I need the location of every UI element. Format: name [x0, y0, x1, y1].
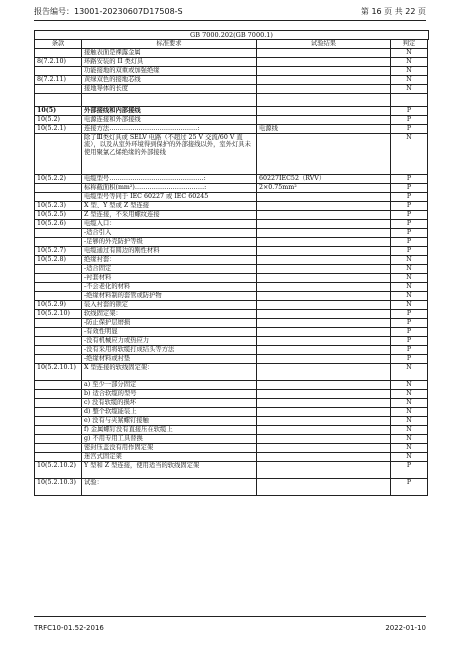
- requirement-cell: a) 至少一部分固定: [82, 381, 257, 390]
- verdict-cell: N: [391, 444, 428, 453]
- form-number: TRFC10-01.52-2016: [34, 624, 104, 632]
- requirement-cell: b) 适合软缆的型号: [82, 390, 257, 399]
- result-cell: [257, 417, 391, 426]
- verdict-cell: N: [391, 283, 428, 292]
- result-cell: [257, 211, 391, 220]
- table-row: [35, 211, 428, 220]
- table-row: [35, 238, 428, 247]
- result-cell: [257, 319, 391, 328]
- table-row: [35, 417, 428, 426]
- footer-divider: [34, 616, 426, 617]
- clause-cell: 10(5.2.5): [35, 211, 82, 220]
- result-cell: [257, 238, 391, 247]
- result-cell: [257, 364, 391, 381]
- result-cell: [257, 435, 391, 444]
- verdict-cell: N: [391, 49, 428, 58]
- verdict-cell: P: [391, 107, 428, 116]
- table-row: [35, 220, 428, 229]
- verdict-cell: N: [391, 435, 428, 444]
- requirement-cell: 电缆通过有圆边的刚性材料: [82, 247, 257, 256]
- result-cell: [257, 310, 391, 319]
- requirement-cell: 迷宫式固定架: [82, 453, 257, 462]
- clause-cell: 10(5.2.2): [35, 175, 82, 184]
- clause-cell: [35, 184, 82, 193]
- col-header-result: 试验结果: [257, 40, 391, 49]
- table-row: [35, 390, 428, 399]
- requirement-cell: 除了Ⅲ类灯具或 SELV 电路（不超过 25 V 交流/60 V 直流），以及从室外环境得到保护的外部接线以外，室外灯具未使用聚氯乙烯绝缘的外部接线: [82, 134, 257, 175]
- requirement-cell: d) 整个软缆能装上: [82, 408, 257, 417]
- requirement-cell: 环路安装的 II 类灯具: [82, 58, 257, 67]
- result-cell: 2×0.75mm²: [257, 184, 391, 193]
- result-cell: [257, 116, 391, 125]
- result-cell: [257, 85, 391, 94]
- test-report-table: [34, 39, 428, 496]
- table-row: [35, 364, 428, 381]
- result-cell: [257, 220, 391, 229]
- requirement-cell: f) 金属螺钉没有直接压在软缆上: [82, 426, 257, 435]
- verdict-cell: P: [391, 328, 428, 337]
- result-cell: [257, 408, 391, 417]
- requirement-cell: 电源连接和外部接线: [82, 116, 257, 125]
- clause-cell: [35, 328, 82, 337]
- result-cell: [257, 390, 391, 399]
- requirement-cell: X 型、Y 型或 Z 型连接: [82, 202, 257, 211]
- verdict-cell: P: [391, 238, 428, 247]
- verdict-cell: P: [391, 202, 428, 211]
- requirement-cell: X 型连接的软线固定架：: [82, 364, 257, 381]
- verdict-cell: N: [391, 292, 428, 301]
- table-row: [35, 453, 428, 462]
- result-cell: [257, 107, 391, 116]
- table-row: [35, 193, 428, 202]
- result-cell: 电源线: [257, 125, 391, 134]
- header-divider: [34, 20, 426, 21]
- table-row: [35, 462, 428, 479]
- verdict-cell: P: [391, 337, 428, 346]
- clause-cell: [35, 134, 82, 175]
- result-cell: [257, 283, 391, 292]
- form-date: 2022-01-10: [385, 624, 426, 632]
- table-row: [35, 107, 428, 116]
- requirement-cell: -有效性明显: [82, 328, 257, 337]
- verdict-cell: N: [391, 67, 428, 76]
- result-cell: 60227IEC52（RVV）: [257, 175, 391, 184]
- verdict-cell: N: [391, 301, 428, 310]
- table-row: [35, 175, 428, 184]
- table-row: [35, 116, 428, 125]
- verdict-cell: N: [391, 274, 428, 283]
- verdict-cell: N: [391, 76, 428, 85]
- clause-cell: [35, 292, 82, 301]
- empty-cell: [257, 94, 391, 107]
- requirement-cell: 功能接地的双重或加强绝缘: [82, 67, 257, 76]
- clause-cell: 8(7.2.11): [35, 76, 82, 85]
- clause-cell: [35, 319, 82, 328]
- requirement-cell: -不会老化的材料: [82, 283, 257, 292]
- clause-cell: [35, 229, 82, 238]
- verdict-cell: P: [391, 193, 428, 202]
- table-row: [35, 355, 428, 364]
- requirement-cell: g) 不用专用工具替换: [82, 435, 257, 444]
- table-row: [35, 301, 428, 310]
- result-cell: [257, 193, 391, 202]
- clause-cell: [35, 355, 82, 364]
- clause-cell: [35, 265, 82, 274]
- empty-cell: [35, 94, 82, 107]
- table-header-row: [35, 40, 428, 49]
- requirement-cell: 电缆入口：: [82, 220, 257, 229]
- requirement-cell: 连接方法……………………………………:: [82, 125, 257, 134]
- clause-cell: [35, 444, 82, 453]
- table-row: [35, 319, 428, 328]
- table-row: [35, 310, 428, 319]
- clause-cell: 10(5.2.10): [35, 310, 82, 319]
- report-number: 报告编号：13001-20230607D17508-S: [34, 7, 183, 16]
- table-row: [35, 435, 428, 444]
- verdict-cell: N: [391, 256, 428, 265]
- result-cell: [257, 67, 391, 76]
- requirement-cell: 电缆型号………………………………………:: [82, 175, 257, 184]
- table-row: [35, 229, 428, 238]
- verdict-cell: P: [391, 229, 428, 238]
- requirement-cell: 标称截面积(mm²)……………………………:: [82, 184, 257, 193]
- verdict-cell: P: [391, 479, 428, 496]
- result-cell: [257, 292, 391, 301]
- table-row: [35, 247, 428, 256]
- verdict-cell: N: [391, 265, 428, 274]
- verdict-cell: P: [391, 184, 428, 193]
- requirement-cell: 软线固定架：: [82, 310, 257, 319]
- table-row: [35, 274, 428, 283]
- clause-cell: 10(5.2.9): [35, 301, 82, 310]
- requirement-cell: -没有机械应力或热应力: [82, 337, 257, 346]
- requirement-cell: 电缆型号等同于 IEC 60227 或 IEC 60245: [82, 193, 257, 202]
- clause-cell: [35, 426, 82, 435]
- verdict-cell: P: [391, 220, 428, 229]
- requirement-cell: 装入衬套的锁定: [82, 301, 257, 310]
- clause-cell: [35, 417, 82, 426]
- clause-cell: [35, 337, 82, 346]
- verdict-cell: P: [391, 462, 428, 479]
- result-cell: [257, 462, 391, 479]
- table-row: [35, 49, 428, 58]
- verdict-cell: N: [391, 417, 428, 426]
- verdict-cell: N: [391, 381, 428, 390]
- clause-cell: [35, 49, 82, 58]
- clause-cell: [35, 283, 82, 292]
- requirement-cell: 绝缘衬套：: [82, 256, 257, 265]
- table-row: [35, 125, 428, 134]
- table-row: [35, 85, 428, 94]
- clause-cell: 10(5.2.10.2): [35, 462, 82, 479]
- verdict-cell: P: [391, 319, 428, 328]
- requirement-cell: Y 型和 Z 型连接，使用适当的软线固定架: [82, 462, 257, 479]
- clause-cell: [35, 274, 82, 283]
- clause-cell: [35, 399, 82, 408]
- table-row: [35, 67, 428, 76]
- requirement-cell: -足够的外壳防护等级: [82, 238, 257, 247]
- clause-cell: 8(7.2.10): [35, 58, 82, 67]
- result-cell: [257, 265, 391, 274]
- verdict-cell: P: [391, 346, 428, 355]
- result-cell: [257, 399, 391, 408]
- clause-cell: 10(5.2.10.1): [35, 364, 82, 381]
- result-cell: [257, 134, 391, 175]
- verdict-cell: P: [391, 247, 428, 256]
- table-row: [35, 202, 428, 211]
- verdict-cell: N: [391, 408, 428, 417]
- table-row: [35, 328, 428, 337]
- clause-cell: [35, 453, 82, 462]
- verdict-cell: N: [391, 58, 428, 67]
- clause-cell: 10(5.2.8): [35, 256, 82, 265]
- separator-row: [35, 94, 428, 107]
- clause-cell: 10(5.2.3): [35, 202, 82, 211]
- clause-cell: [35, 67, 82, 76]
- result-cell: [257, 381, 391, 390]
- col-header-requirement: 标准要求: [82, 40, 257, 49]
- table-row: [35, 408, 428, 417]
- clause-cell: [35, 238, 82, 247]
- requirement-cell: e) 没有与夹紧螺钉接触: [82, 417, 257, 426]
- clause-cell: [35, 381, 82, 390]
- result-cell: [257, 301, 391, 310]
- clause-cell: 10(5.2.7): [35, 247, 82, 256]
- table-row: [35, 399, 428, 408]
- page-number: 第 16 页 共 22 页: [360, 7, 426, 16]
- requirement-cell: 接地导体的长度: [82, 85, 257, 94]
- requirement-cell: c) 没有软缆的损坏: [82, 399, 257, 408]
- clause-cell: 10(5): [35, 107, 82, 116]
- requirement-cell: -绝缘材料或衬垫: [82, 355, 257, 364]
- clause-cell: [35, 408, 82, 417]
- clause-cell: 10(5.2): [35, 116, 82, 125]
- clause-cell: [35, 85, 82, 94]
- result-cell: [257, 328, 391, 337]
- result-cell: [257, 426, 391, 435]
- result-cell: [257, 453, 391, 462]
- result-cell: [257, 202, 391, 211]
- verdict-cell: P: [391, 125, 428, 134]
- verdict-cell: N: [391, 399, 428, 408]
- requirement-cell: -适合引入: [82, 229, 257, 238]
- table-row: [35, 184, 428, 193]
- requirement-cell: 外部接线和内部接线: [82, 107, 257, 116]
- verdict-cell: P: [391, 310, 428, 319]
- table-row: [35, 479, 428, 496]
- empty-cell: [82, 94, 257, 107]
- verdict-cell: N: [391, 134, 428, 175]
- requirement-cell: 密封压盖没有用作固定架: [82, 444, 257, 453]
- verdict-cell: P: [391, 116, 428, 125]
- result-cell: [257, 58, 391, 67]
- table-row: [35, 381, 428, 390]
- page-header: [34, 4, 426, 18]
- requirement-cell: -衬套材料: [82, 274, 257, 283]
- verdict-cell: N: [391, 364, 428, 381]
- standard-title: GB 7000.202(GB 7000.1): [34, 30, 429, 40]
- requirement-cell: -防止保护层磨损: [82, 319, 257, 328]
- requirement-cell: 试验：: [82, 479, 257, 496]
- clause-cell: 10(5.2.6): [35, 220, 82, 229]
- table-row: [35, 134, 428, 175]
- verdict-cell: P: [391, 211, 428, 220]
- result-cell: [257, 355, 391, 364]
- requirement-cell: Z 型连接，不采用螺纹连接: [82, 211, 257, 220]
- table-row: [35, 426, 428, 435]
- clause-cell: 10(5.2.1): [35, 125, 82, 134]
- table-row: [35, 337, 428, 346]
- table-row: [35, 444, 428, 453]
- table-row: [35, 346, 428, 355]
- result-cell: [257, 479, 391, 496]
- col-header-verdict: 判定: [391, 40, 428, 49]
- result-cell: [257, 229, 391, 238]
- requirement-cell: 接触表面是裸露金属: [82, 49, 257, 58]
- requirement-cell: -适合固定: [82, 265, 257, 274]
- result-cell: [257, 49, 391, 58]
- clause-cell: [35, 346, 82, 355]
- table-row: [35, 76, 428, 85]
- empty-cell: [391, 94, 428, 107]
- verdict-cell: N: [391, 426, 428, 435]
- requirement-cell: 黄绿双色的接地芯线: [82, 76, 257, 85]
- requirement-cell: -没有采用将软缆打成结头等方法: [82, 346, 257, 355]
- verdict-cell: N: [391, 85, 428, 94]
- result-cell: [257, 274, 391, 283]
- requirement-cell: -绝缘材料制的套管或防护物: [82, 292, 257, 301]
- result-cell: [257, 337, 391, 346]
- clause-cell: [35, 390, 82, 399]
- table-row: [35, 265, 428, 274]
- clause-cell: [35, 435, 82, 444]
- result-cell: [257, 346, 391, 355]
- clause-cell: [35, 193, 82, 202]
- table-row: [35, 58, 428, 67]
- col-header-clause: 条款: [35, 40, 82, 49]
- result-cell: [257, 247, 391, 256]
- verdict-cell: P: [391, 355, 428, 364]
- verdict-cell: N: [391, 390, 428, 399]
- result-cell: [257, 256, 391, 265]
- table-row: [35, 283, 428, 292]
- table-row: [35, 256, 428, 265]
- result-cell: [257, 444, 391, 453]
- verdict-cell: N: [391, 453, 428, 462]
- clause-cell: 10(5.2.10.3): [35, 479, 82, 496]
- table-row: [35, 292, 428, 301]
- verdict-cell: P: [391, 175, 428, 184]
- result-cell: [257, 76, 391, 85]
